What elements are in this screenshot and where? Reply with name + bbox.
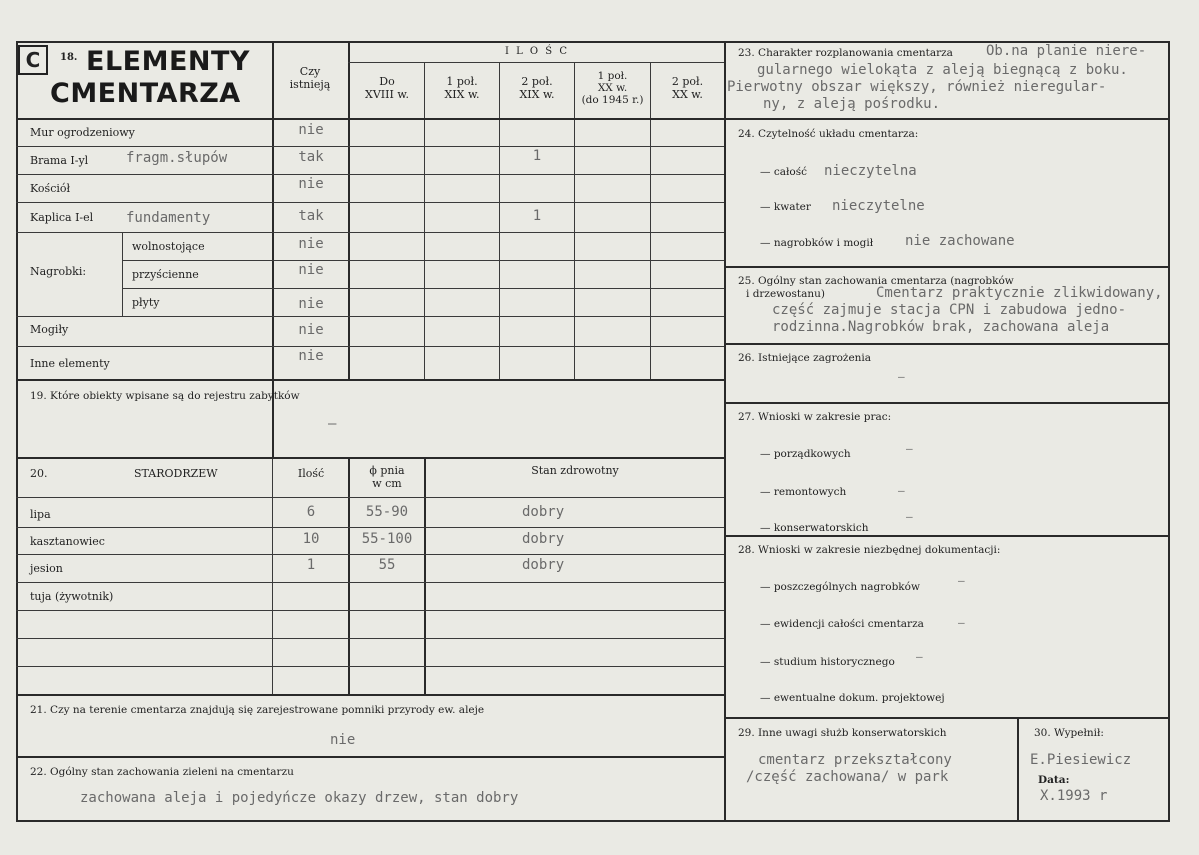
s28-bottom — [724, 717, 1170, 719]
tree-diam: 55-90 — [365, 504, 409, 520]
nagrobki-row-label: przyścienne — [132, 268, 199, 281]
s23-line1: Ob.na planie niere- — [986, 43, 1147, 59]
nagrobki-divider — [122, 232, 123, 316]
ilosc-underline — [348, 62, 724, 63]
section18-bottom — [16, 379, 724, 381]
s25-line3: rodzinna.Nagrobków brak, zachowana aleja — [772, 319, 1110, 335]
s20-diam-header: ϕ pnia w cm — [369, 464, 405, 490]
element-exists: nie — [298, 122, 324, 138]
s23-line3: Pierwotny obszar większy, również nieregular- — [727, 79, 1107, 95]
s30-date-label: Data: — [1038, 774, 1070, 786]
tree-name: lipa — [30, 508, 51, 521]
title-line2: CMENTARZA — [50, 78, 241, 109]
s20-header-line — [16, 497, 724, 498]
element-count: 1 — [532, 208, 542, 224]
element-note: fragm.słupów — [126, 150, 228, 166]
s20-number: 20. — [30, 467, 48, 480]
tree-health: dobry — [522, 504, 565, 520]
s24-item-label: — kwater — [760, 201, 811, 213]
s25-line2: część zajmuje stacja CPN i zabudowa jedno- — [772, 302, 1127, 318]
s25-line1: Cmentarz praktycznie zlikwidowany, — [876, 285, 1163, 301]
s20-col-line — [272, 459, 273, 695]
s28-item-value: – — [958, 616, 965, 629]
s21-label: 21. Czy na terenie cmentarza znajdują się zarejestrowane pomniki przyrody ew. aleje — [30, 704, 485, 716]
s20-row-line — [16, 527, 724, 528]
s23-label: 23. Charakter rozplanowania cmentarza — [738, 47, 953, 59]
s29-line2: /część zachowana/ w park — [746, 769, 949, 785]
s23-line2: gularnego wielokąta z aleją biegnącą z boku. — [757, 62, 1128, 78]
tree-name: kasztanowiec — [30, 535, 105, 548]
tree-health: dobry — [522, 531, 565, 547]
s28-item-label: — studium historycznego — [760, 656, 895, 668]
tree-name: tuja (żywotnik) — [30, 590, 114, 603]
frame-bottom — [16, 820, 1170, 822]
s23-line4: ny, z aleją pośrodku. — [763, 96, 941, 112]
s20-title: STARODRZEW — [134, 467, 218, 480]
element-count: 1 — [532, 148, 542, 164]
header-bottom — [16, 118, 724, 120]
nagrobki-row-exists: nie — [298, 296, 324, 312]
ilosc-header: I L O Ś C — [504, 46, 569, 57]
s24-item-value: nie zachowane — [905, 233, 1015, 249]
s22-value: zachowana aleja i pojedyńcze okazy drzew, stan dobry — [80, 790, 519, 806]
period-1-header: Do XVIII w. — [365, 75, 409, 101]
element-exists: tak — [298, 208, 324, 224]
s27-item-label: — porządkowych — [760, 448, 851, 460]
element-label: Mur ogrodzeniowy — [30, 126, 135, 139]
nagrobki-row-exists: nie — [298, 262, 324, 278]
s28-item-label: — poszczególnych nagrobków — [760, 581, 920, 593]
tree-diam: 55 — [378, 557, 396, 573]
nagrobki-label: Nagrobki: — [30, 265, 87, 278]
s30-label: 30. Wypełnił: — [1034, 727, 1104, 739]
s25-label2: i drzewostanu) — [746, 288, 825, 300]
s28-item-label: — ewentualne dokum. projektowej — [760, 692, 945, 704]
s26-value: – — [898, 370, 905, 383]
s20-col-line — [348, 457, 350, 695]
s28-item-value: – — [916, 650, 923, 663]
s25-label1: 25. Ogólny stan zachowania cmentarza (nagrobków — [738, 275, 1014, 287]
s24-item-label: — całość — [760, 166, 807, 178]
period-2-header: 1 poł. XIX w. — [444, 75, 480, 101]
tree-health: dobry — [522, 557, 565, 573]
period-3-header: 2 poł. XIX w. — [519, 75, 555, 101]
s24-bottom — [724, 266, 1170, 268]
period-5-header: 2 poł. XX w. — [671, 75, 704, 101]
col-line-p5 — [650, 62, 651, 380]
tree-count: 1 — [306, 557, 316, 573]
s20-row-line — [16, 638, 724, 639]
row-line — [16, 174, 724, 175]
tree-count: 6 — [306, 504, 316, 520]
s23-bottom — [724, 118, 1170, 120]
s21-value: nie — [330, 732, 356, 748]
s20-row-line — [16, 666, 724, 667]
tree-diam: 55-100 — [361, 531, 413, 547]
s29-label: 29. Inne uwagi służb konserwatorskich — [738, 727, 947, 739]
section-number: 18. — [60, 52, 78, 63]
row-line — [122, 260, 724, 261]
row-line — [16, 316, 724, 317]
s21-bottom — [16, 756, 724, 758]
s27-label: 27. Wnioski w zakresie prac: — [738, 411, 892, 423]
s24-item-value: nieczytelna — [824, 163, 917, 179]
row-line — [16, 146, 724, 147]
tree-count: 10 — [302, 531, 320, 547]
period-4-header: 1 poł. XX w. (do 1945 r.) — [581, 70, 644, 107]
element-exists: nie — [298, 322, 324, 338]
s29-s30-divider — [1017, 717, 1019, 821]
nagrobki-row-exists: nie — [298, 236, 324, 252]
column-divider — [724, 41, 726, 822]
s20-health-header: Stan zdrowotny — [531, 464, 619, 477]
s24-item-value: nieczytelne — [832, 198, 925, 214]
s27-bottom — [724, 535, 1170, 537]
element-exists: nie — [298, 176, 324, 192]
element-label: Kościół — [30, 182, 71, 195]
frame-left — [16, 41, 18, 822]
col-exists-header: Czy istnieją — [289, 65, 331, 91]
row-line — [122, 288, 724, 289]
col-line-p4 — [574, 62, 575, 380]
element-label: Kaplica I-el — [30, 211, 94, 224]
title-line1: ELEMENTY — [86, 46, 250, 77]
s19-bottom — [16, 457, 724, 459]
s19-label: 19. Które obiekty wpisane są do rejestru zabytków — [30, 390, 300, 402]
element-label: Brama I-yl — [30, 154, 89, 167]
s24-label: 24. Czytelność układu cmentarza: — [738, 128, 919, 140]
s27-item-value: – — [898, 484, 905, 497]
nagrobki-row-label: wolnostojące — [132, 240, 205, 253]
s20-row-line — [16, 554, 724, 555]
s28-item-label: — ewidencji całości cmentarza — [760, 618, 924, 630]
s29-line1: cmentarz przekształcony — [758, 752, 952, 768]
col-line-p2 — [424, 62, 425, 380]
element-note: fundamenty — [126, 210, 211, 226]
element-exists: tak — [298, 149, 324, 165]
element-label: Mogiły — [30, 323, 69, 336]
s20-row-line — [16, 582, 724, 583]
row-line — [16, 346, 724, 347]
s30-name: E.Piesiewicz — [1030, 752, 1132, 768]
s27-item-value: – — [906, 442, 913, 455]
s25-bottom — [724, 343, 1170, 345]
s24-item-label: — nagrobków i mogił — [760, 237, 874, 249]
s28-item-value: – — [958, 574, 965, 587]
s20-bottom — [16, 694, 724, 696]
s20-row-line — [16, 610, 724, 611]
s27-item-label: — remontowych — [760, 486, 847, 498]
section-letter: C — [18, 45, 48, 75]
row-line — [16, 202, 724, 203]
nagrobki-row-label: płyty — [132, 296, 160, 309]
tree-name: jesion — [30, 562, 63, 575]
frame-right — [1168, 41, 1170, 822]
s28-label: 28. Wnioski w zakresie niezbędnej dokumentacji: — [738, 544, 1001, 556]
s27-item-value: – — [906, 510, 913, 523]
element-label: Inne elementy — [30, 357, 110, 370]
element-exists: nie — [298, 348, 324, 364]
s30-date: X.1993 r — [1040, 788, 1108, 804]
s26-label: 26. Istniejące zagrożenia — [738, 352, 872, 364]
s27-item-label: — konserwatorskich — [760, 522, 869, 534]
s20-col-line — [424, 457, 426, 695]
s20-count-header: Ilość — [297, 467, 325, 480]
s19-value: – — [328, 416, 337, 432]
s22-label: 22. Ogólny stan zachowania zieleni na cmentarzu — [30, 766, 294, 778]
s26-bottom — [724, 402, 1170, 404]
